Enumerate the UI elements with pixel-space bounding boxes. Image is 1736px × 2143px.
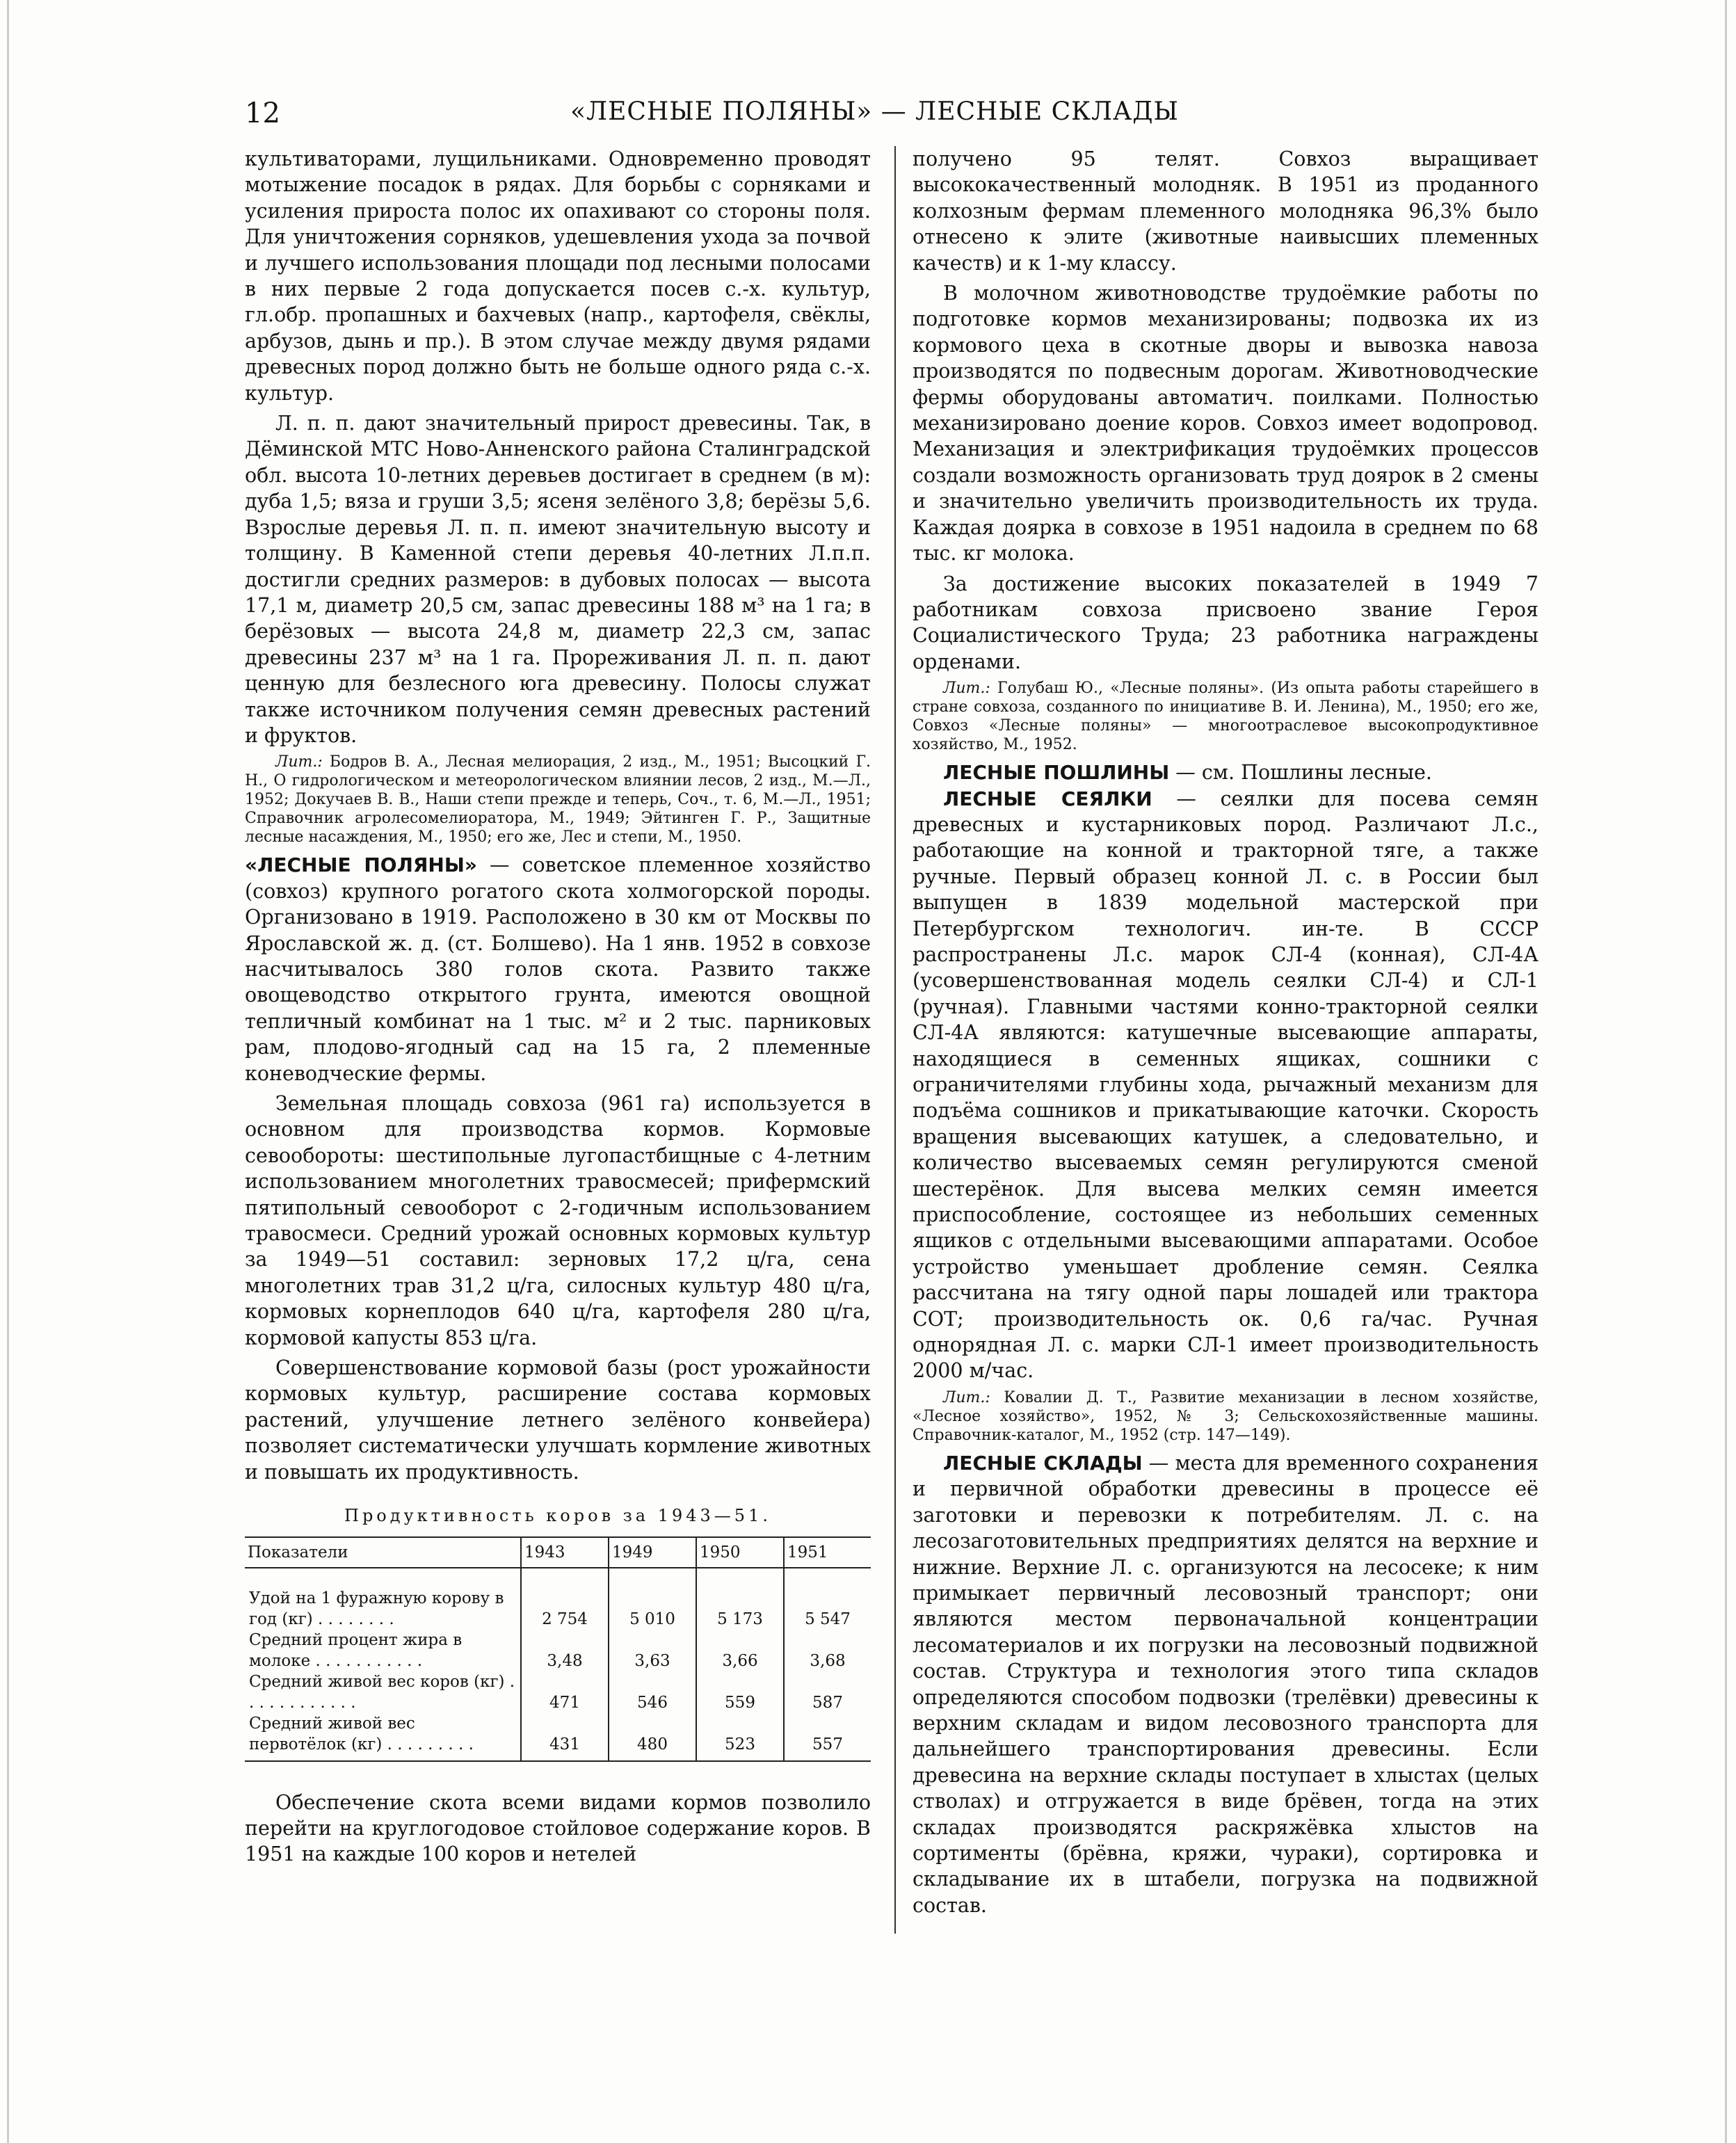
entry-text: — сеялки для посева семян древесных и кустарниковых пород. Различают Л.с., работающие на конной и тракторной тяге, а также ручные. Первый образец конной Л. с. в России был выпущен в 1839 модельной мастерской при Петербургском технологич. ин-те. В СССР распространены Л.с. марок СЛ-4 (конная), СЛ-4А (усовершенствованная модель сеялки СЛ-4) и СЛ-1 (ручная). Главными частями конно-тракторной сеялки СЛ-4А являются: катушечные высевающие аппараты, находящиеся в семенных ящиках, сошники с ограничителями глубины хода, рычажный механизм для подъёма сошников и прикатывающие каточки. Скорость вращения высевающих катушек, а следовательно, и количество высеваемых семян регулируются сменой шестерёнок. Для высева мелких семян имеется приспособление, состоящее из небольших семенных ящиков с отдельными высевающими аппаратами. Особое устройство уменьшает дробление семян. Сеялка рассчитана на тягу одной пары лошадей или трактора СОТ; производительность ок. 0,6 га/час. Ручная однорядная Л. с. марки СЛ-1 имеет производительность 2000 м/час. xyxy=(913,787,1538,1383)
table-cell: 523 xyxy=(696,1713,784,1761)
scan-edge xyxy=(1725,0,1727,2143)
table-cell: 5 173 xyxy=(696,1568,784,1630)
paragraph: Л. п. п. дают значительный прирост древесины. Так, в Дёминской МТС Ново-Анненского района Сталинградской обл. высота 10-летних деревьев достигает в среднем (в м): дуба 1,5; вяза и груши 3,5; ясеня зелёного 3,8; берёзы 5,6. Взрослые деревья Л. п. п. имеют значительную высоту и толщину. В Каменной степи деревья 40-летних Л.п.п. достигли средних размеров: в дубовых полосах — высота 17,1 м, диаметр 20,5 см, запас древесины 188 м³ на 1 га; в берёзовых — высота 24,8 м, диаметр 22,3 см, запас древесины 237 м³ на 1 га. Прореживания Л. п. п. дают ценную для безлесного юга древесину. Полосы служат также источником получения семян древесных растений и фруктов. xyxy=(245,412,871,747)
entry-text: — советское племенное хозяйство (совхоз) крупного рогатого скота холмогорской породы. Организовано в 1919. Расположено в 30 км от Москвы по Ярославской ж. д. (ст. Болшево). На 1 янв. 1952 в совхозе насчитывалось 380 голов скота. Развито также овощеводство открытого грунта, имеются овощной тепличный комбинат на 1 тыс. м² и 2 тыс. парниковых рам, плодово-ягодный сад на 15 га, 2 племенные коневодческие фермы. xyxy=(245,853,871,1085)
left-column xyxy=(245,146,871,1868)
literature-note xyxy=(913,1388,1538,1445)
paragraph: В молочном животноводстве трудоёмкие работы по подготовке кормов механизированы; подвозка их из кормового цеха в скотные дворы и вывозка навоза производятся по подвесным дорогам. Животноводческие фермы оборудованы автоматич. поилками. Полностью механизировано доение коров. Совхоз имеет водопровод. Механизация и электрификация трудоёмких процессов создали возможность организовать труд доярок в 2 смены и значительно увеличить производительность их труда. Каждая доярка в совхозе в 1951 надоила в среднем по 68 тыс. кг молока. xyxy=(913,282,1538,565)
table-caption: Продуктивность коров за 1943—51. xyxy=(344,1506,771,1526)
table-cell: 471 xyxy=(521,1671,609,1713)
table-cell: 3,48 xyxy=(521,1630,609,1671)
table-header: 1943 xyxy=(521,1537,609,1568)
lit-text: Голубаш Ю., «Лесные поляны». (Из опыта работы старейшего в стране совхоза, созданного по инициативе В. И. Ленина), М., 1950; его же, Совхоз «Лесные поляны» — многоотраслевое высокопродуктивное хозяйство, М., 1952. xyxy=(913,680,1538,754)
page-number: 12 xyxy=(245,97,280,129)
table-cell: 431 xyxy=(521,1713,609,1761)
entry-heading: ЛЕСНЫЕ СЕЯЛКИ xyxy=(943,787,1152,810)
table-cell: 2 754 xyxy=(521,1568,609,1630)
table-cell: 559 xyxy=(696,1671,784,1713)
entry-lesnye-sklady xyxy=(913,1450,1538,1918)
lit-text: Бодров В. А., Лесная мелиорация, 2 изд., М., 1951; Высоцкий Г. Н., О гидрологическом и метеорологическом влиянии лесов, 2 изд., М.—Л., 1952; Докучаев В. В., Наши степи прежде и теперь, Соч., т. 6, М.—Л., 1951; Справочник агролесомелиоратора, М., 1949; Эйтинген Г. Р., Защитные лесные насаждения, М., 1950; его же, Лес и степи, М., 1950. xyxy=(245,753,871,846)
literature-note xyxy=(913,679,1538,754)
table-row xyxy=(245,1713,871,1761)
paragraph: Земельная площадь совхоза (961 га) используется в основном для производства кормов. Кормовые севообороты: шестипольные лугопастбищные с 4-летним использованием многолетних травосмесей; прифермский пятипольный севооборот с 2-годичным использованием травосмеси. Средний урожай основных кормовых культур за 1949—51 составил: зерновых 17,2 ц/га, сена многолетних трав 31,2 ц/га, силосных культур 480 ц/га, кормовых корнеплодов 640 ц/га, картофеля 280 ц/га, кормовой капусты 853 ц/га. xyxy=(245,1092,871,1349)
table-row xyxy=(245,1568,871,1630)
productivity-table xyxy=(245,1536,871,1762)
entry-heading: ЛЕСНЫЕ ПОШЛИНЫ xyxy=(943,761,1170,785)
right-column xyxy=(913,146,1538,1918)
table-cell: 3,63 xyxy=(609,1630,696,1671)
lit-label: Лит.: xyxy=(943,1388,990,1406)
table-cell: Средний живой вес первотёлок (кг) . . . . . . . . . xyxy=(245,1713,521,1761)
literature-note xyxy=(245,753,871,846)
table-cell: 5 547 xyxy=(784,1568,871,1630)
table-header: 1949 xyxy=(609,1537,696,1568)
column-divider xyxy=(894,146,896,1934)
lit-label: Лит.: xyxy=(275,753,323,771)
table-cell: 3,68 xyxy=(784,1630,871,1671)
table-cell: 546 xyxy=(609,1671,696,1713)
entry-lesnye-seyalki xyxy=(913,786,1538,1384)
table-header: 1950 xyxy=(696,1537,784,1568)
entry-lesnye-poshliny xyxy=(913,760,1538,785)
entry-heading: «ЛЕСНЫЕ ПОЛЯНЫ» xyxy=(245,853,477,877)
lit-label: Лит.: xyxy=(943,680,990,698)
table-cell: Удой на 1 фуражную корову в год (кг) . . . . . . . . xyxy=(249,1589,504,1628)
table-cell: 557 xyxy=(784,1713,871,1761)
table-header: 1951 xyxy=(784,1537,871,1568)
entry-text: — см. Пошлины лесные. xyxy=(1169,761,1432,785)
table-cell: 480 xyxy=(609,1713,696,1761)
table-header-row xyxy=(245,1537,871,1568)
paragraph: культиваторами, лущильниками. Одновременно проводят мотыжение посадок в рядах. Для борьбы с сорняками и усиления прироста полос их опахивают со стороны поля. Для уничтожения сорняков, удешевления ухода за почвой и лучшего использования площади под лесными полосами в них первые 2 года допускается посев с.-х. культур, гл.обр. пропашных и бахчевых (напр., картофеля, свёклы, арбузов, дынь и пр.). В этом случае между двумя рядами древесных пород должно быть не больше одного ряда с.-х. культур. xyxy=(245,147,871,405)
paragraph: Обеспечение скота всеми видами кормов позволило перейти на круглогодовое стойловое содержание коров. В 1951 на каждые 100 коров и нетелей xyxy=(245,1790,871,1866)
lit-text: Ковалии Д. Т., Развитие механизации в лесном хозяйстве, «Лесное хозяйство», 1952, № 3; Сельскохозяйственные машины. Справочник-каталог, М., 1952 (стр. 147—149). xyxy=(913,1388,1539,1444)
scan-edge xyxy=(7,0,9,2143)
table-cell: Средний процент жира в молоке . . . . . . . . . . . xyxy=(249,1630,463,1670)
table-row xyxy=(245,1671,871,1713)
paragraph: получено 95 телят. Совхоз выращивает высококачественный молодняк. В 1951 из проданного колхозным фермам племенного молодняка 96,3% было отнесено к элите (животные наивысших племенных качеств) и к 1-му классу. xyxy=(913,147,1538,275)
paragraph: За достижение высоких показателей в 1949 7 работникам совхоза присвоено звание Героя Социалистического Труда; 23 работника награждены орденами. xyxy=(913,572,1538,673)
entry-text: — места для временного сохранения и первичной обработки древесины в процессе её заготовки и перевозки к потребителям. Л. с. на лесозаготовительных предприятиях делятся на верхние и нижние. Верхние Л. с. организуются на лесосеке; к ним примыкает первичный лесовозный транспорт; они являются местом первоначальной концентрации лесоматериалов и их погрузки на лесовозный подвижной состав. Структура и технология этого типа складов определяются способом подвозки (трелёвки) древесины к верхним складам и видом лесовозного транспорта для дальнейшего транспортирования древесины. Если древесина на верхние склады поступает в хлыстах (целых стволах) и отгружается в виде брёвен, тогда на этих складах производятся раскряжёвка хлыстов на сортименты (брёвна, кряжи, чураки), сортировка и складывание их в штабели, погрузка на подвижной состав. xyxy=(913,1451,1538,1917)
entry-lesnye-polyany xyxy=(245,852,871,1086)
table-cell: 3,66 xyxy=(696,1630,784,1671)
table-cell: 5 010 xyxy=(609,1568,696,1630)
table-row xyxy=(245,1630,871,1671)
entry-heading: ЛЕСНЫЕ СКЛАДЫ xyxy=(943,1451,1143,1475)
paragraph: Совершенствование кормовой базы (рост урожайности кормовых культур, расширение состава кормовых растений, улучшение летнего зелёного конвейера) позволяет систематически улучшать кормление животных и повышать их продуктивность. xyxy=(245,1356,871,1484)
running-title: «ЛЕСНЫЕ ПОЛЯНЫ» — ЛЕСНЫЕ СКЛАДЫ xyxy=(570,97,1179,126)
table-cell: 587 xyxy=(784,1671,871,1713)
table-cell: Средний живой вес коров (кг) . . . . . . . . . . . . xyxy=(249,1672,515,1712)
table-header: Показатели xyxy=(245,1537,521,1568)
